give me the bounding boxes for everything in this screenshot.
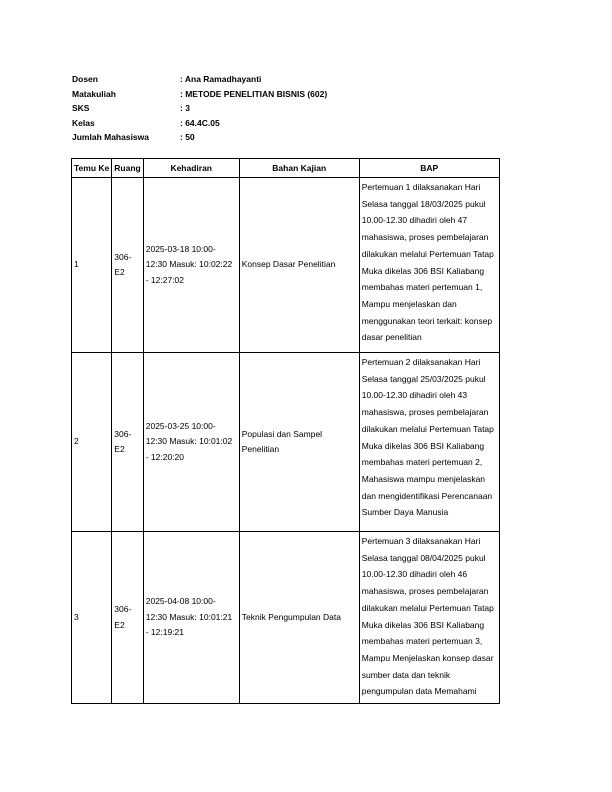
- info-label: Kelas: [72, 117, 95, 128]
- info-value: : 64.4C.05: [180, 117, 220, 128]
- info-row-sks: [72, 101, 327, 116]
- table-row: [72, 178, 500, 353]
- cell-ruang: 306-E2: [112, 532, 143, 704]
- cell-bap: Pertemuan 3 dilaksanakan Hari Selasa tanggal 08/04/2025 pukul 10.00-12.30 dihadiri oleh 46 mahasiswa, proses pembelajaran dilakukan melalui Pertemuan Tatap Muka dikelas 306 BSI Kaliabang membahas materi pertemuan 3, Mampu Menjelaskan konsep dasar sumber data dan teknik pengumpulan data Memahami: [359, 532, 499, 704]
- cell-bahan-kajian: Populasi dan Sampel Penelitian: [239, 353, 359, 532]
- info-value: : Ana Ramadhayanti: [180, 74, 262, 84]
- cell-kehadiran: 2025-04-08 10:00-12:30 Masuk: 10:01:21 - 12:19:21: [143, 532, 239, 704]
- cell-ruang: 306-E2: [112, 353, 143, 532]
- header-bap: BAP: [359, 159, 499, 178]
- cell-temu-ke: 2: [72, 353, 112, 532]
- header-ruang: Ruang: [112, 159, 143, 178]
- table-header-row: [72, 159, 500, 178]
- cell-ruang: 306-E2: [112, 178, 143, 353]
- header-temu-ke: Temu Ke: [72, 159, 112, 178]
- cell-bahan-kajian: Konsep Dasar Penelitian: [239, 178, 359, 353]
- info-row-dosen: [72, 72, 327, 87]
- cell-bahan-kajian: Teknik Pengumpulan Data: [239, 532, 359, 704]
- info-value: : 50: [180, 132, 195, 142]
- info-label: Jumlah Mahasiswa: [72, 132, 150, 142]
- table-row: [72, 532, 500, 704]
- info-row-jumlah-mahasiswa: [72, 130, 327, 145]
- cell-bap: Pertemuan 1 dilaksanakan Hari Selasa tanggal 18/03/2025 pukul 10.00-12.30 dihadiri oleh 47 mahasiswa, proses pembelajaran dilakukan melalui Pertemuan Tatap Muka dikelas 306 BSI Kaliabang membahas materi pertemuan 1, Mampu menjelaskan dan menggunakan teori terkait: konsep dasar penelitian: [359, 178, 499, 353]
- table-row: [72, 353, 500, 532]
- info-value: : METODE PENELITIAN BISNIS (602): [180, 88, 328, 99]
- info-value: : 3: [180, 103, 190, 113]
- header-kehadiran: Kehadiran: [143, 159, 239, 178]
- attendance-table: [71, 158, 500, 704]
- cell-temu-ke: 1: [72, 178, 112, 353]
- cell-kehadiran: 2025-03-18 10:00-12:30 Masuk: 10:02:22 - 12:27:02: [143, 178, 239, 353]
- info-label: SKS: [72, 103, 90, 113]
- info-row-matakuliah: [72, 87, 327, 102]
- info-label: Matakuliah: [72, 88, 116, 99]
- course-info: [72, 72, 327, 145]
- header-bahan-kajian: Bahan Kajian: [239, 159, 359, 178]
- cell-bap: Pertemuan 2 dilaksanakan Hari Selasa tanggal 25/03/2025 pukul 10.00-12.30 dihadiri oleh 43 mahasiswa, proses pembelajaran dilakukan melalui Pertemuan Tatap Muka dikelas 306 BSI Kaliabang membahas materi pertemuan 2, Mahasiswa mampu menjelaskan dan mengidentifikasi Perencanaan Sumber Daya Manusia: [359, 353, 499, 532]
- cell-temu-ke: 3: [72, 532, 112, 704]
- info-row-kelas: [72, 116, 327, 131]
- info-label: Dosen: [72, 74, 98, 84]
- cell-kehadiran: 2025-03-25 10:00-12:30 Masuk: 10:01:02 - 12:20:20: [143, 353, 239, 532]
